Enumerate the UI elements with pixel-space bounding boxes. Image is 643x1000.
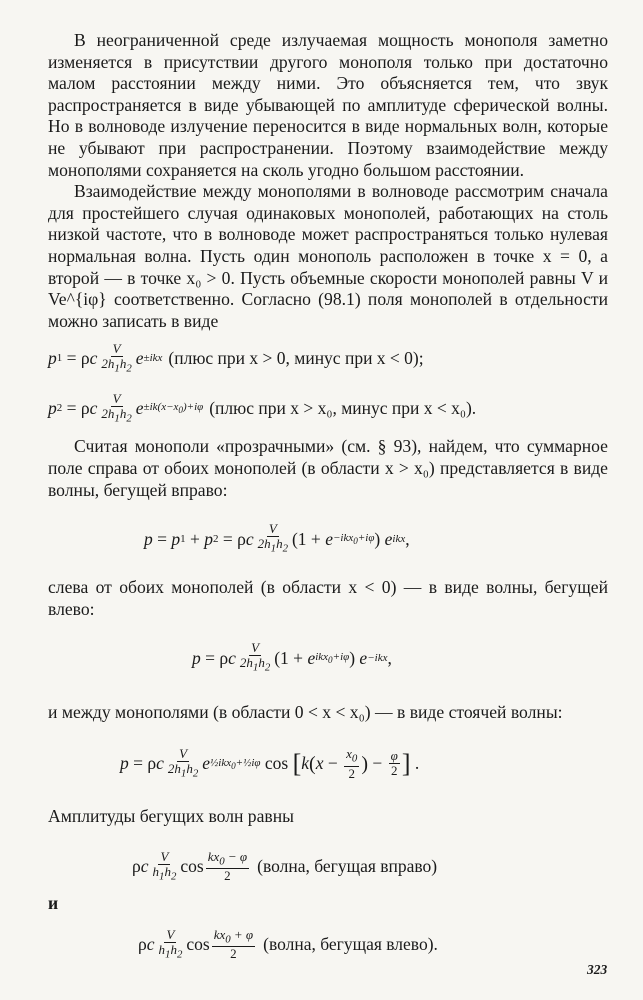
paragraph-5: и между монополями (в области 0 < x < x₀) — в виде стоячей волны: xyxy=(48,702,563,723)
equation-left-wave: p = ρ c $\frac{V}{2h_1h_2}$ (1 + e ikx$_0$+iφ ) e −ikx , xyxy=(192,640,392,675)
page-number: 323 xyxy=(587,962,608,977)
paragraph-3: Считая монополи «прозрачными» (см. § 93), найдем, что суммарное поле справа от обоих монополей (в области x > x₀) представляется в виде волны, бегущей вправо: xyxy=(48,436,608,500)
equation-standing-wave: p = ρ c $\frac{V}{2h_1h_2}$ e ½ikx$_0$+½iφ cos [ k ( x − $\frac{x_0}{2}$ ) − $\frac{\varphi}{2}$ ] . xyxy=(120,746,420,781)
paragraph-4: слева от обоих монополей (в области x < 0) — в виде волны, бегущей влево: xyxy=(48,577,608,619)
page-body xyxy=(48,30,608,969)
conjunction-and: и xyxy=(48,893,59,914)
equation-p2-note: (плюс при x > x₀, минус при x < x₀). xyxy=(209,397,477,418)
equation-amplitude-right-note: (волна, бегущая вправо) xyxy=(257,855,438,876)
equation-p1: p 1 = ρ c $\frac{V}{2h_1h_2}$ e ±ikx (плюс при x > 0, минус при x < 0); xyxy=(48,340,424,375)
equation-amplitude-right: ρ c $\frac{V}{h_1h_2}$ cos $\frac{kx_0 - \varphi}{2}$ (волна, бегущая вправо) xyxy=(132,848,438,884)
paragraph-6: Амплитуды бегущих волн равны xyxy=(48,805,294,826)
equation-p1-note: (плюс при x > 0, минус при x < 0); xyxy=(168,347,424,368)
equation-amplitude-left-note: (волна, бегущая влево). xyxy=(263,933,438,954)
paragraph-2: Взаимодействие между монополями в волноводе рассмотрим сначала для простейшего случая одинаковых монополей, работающих на столь низкой частоте, что в волноводе может распространяться только нулевая нормальная волна. Пусть один монополь расположен в точке x = 0, а второй — в точке x₀ > 0. Пусть объемные скорости монополей равны V и Ve^{iφ} соответственно. Согласно (98.1) поля монополей в отдельности можно записать в виде xyxy=(48,181,608,331)
equation-amplitude-left: ρ c $\frac{V}{h_1h_2}$ cos $\frac{kx_0 + \varphi}{2}$ (волна, бегущая влево). xyxy=(138,926,438,962)
equation-right-wave: p = p 1 + p 2 = ρ c $\frac{V}{2h_1h_2}$ (1 + e −ikx$_0$+iφ ) e ikx , xyxy=(144,521,410,555)
paragraph-1: В неограниченной среде излучаемая мощность монополя заметно изменяется в присутствии другого монополя только при достаточно малом расстоянии между ними. Это объясняется тем, что звук распространяется в виде убывающей по амплитуде сферической волны. Но в волноводе излучение переносится в виде нормальных волн, которые не убывают при распространении. Поэтому взаимодействие между монополями сохраняется на сколь угодно большом расстоянии. xyxy=(48,30,608,180)
equation-p2: p 2 = ρ c $\frac{V}{2h_1h_2}$ e $\pm ik(x-x_0)+i\varphi$ (плюс при x > x₀, минус при x < x₀). xyxy=(48,390,477,425)
